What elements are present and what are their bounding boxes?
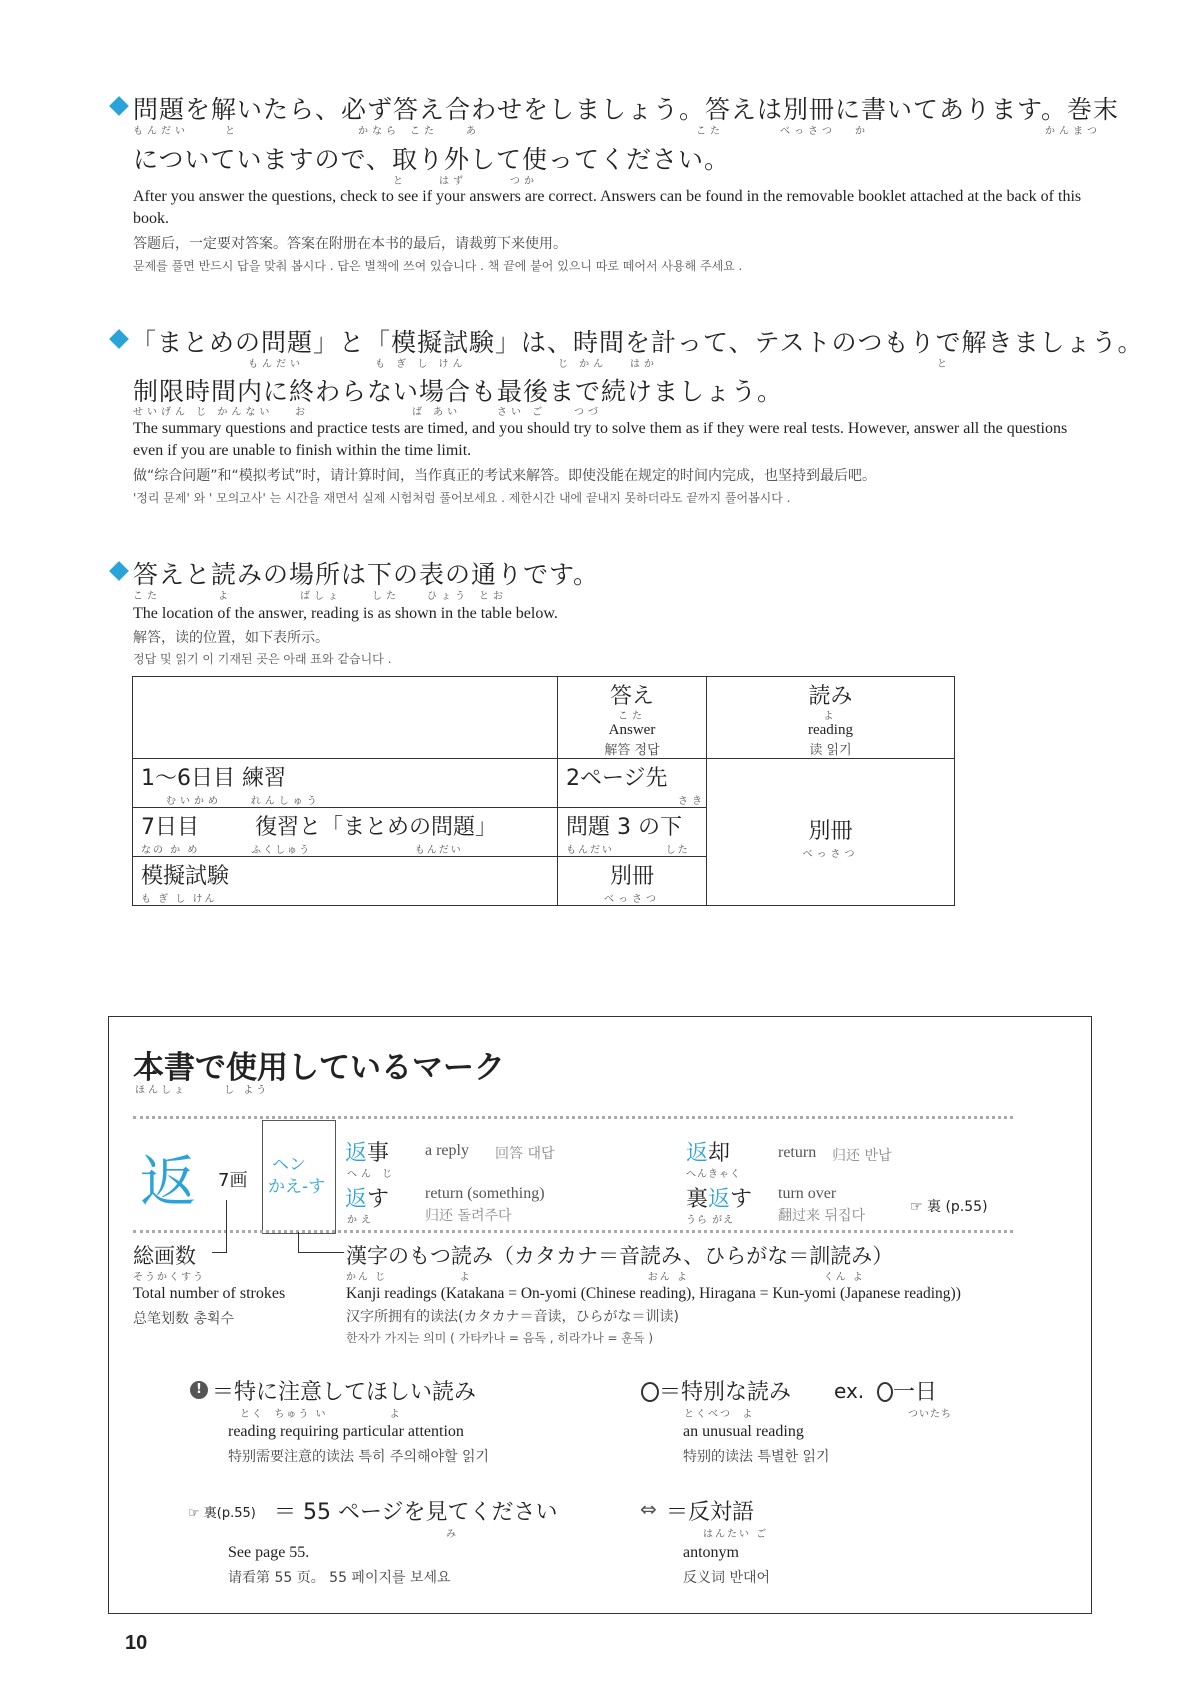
section3-chinese: 解答，读的位置，如下表所示。 (133, 630, 329, 646)
furigana: はか (630, 359, 658, 370)
attention-translation: 特别需要注意的读法 특히 주의해야할 읽기 (228, 1449, 490, 1465)
antonym-furigana: はんたい ご (703, 1529, 769, 1540)
marks-title: 本書で使用しているマーク (133, 1050, 505, 1086)
table-header-answer: 答え こた Answer 解答 정답 (558, 677, 707, 759)
location-table (132, 676, 955, 906)
furigana: さい ご (497, 407, 547, 418)
radical-katakana: ヘン (272, 1155, 306, 1175)
readings-label: 漢字のもつ読み（カタカナ＝音読み、ひらがな＝訓読み） (346, 1244, 894, 1268)
antonym-arrow-icon: ⇔ (640, 1497, 657, 1521)
attention-label: ＝特に注意してほしい読み (212, 1380, 477, 1405)
strokes-label-furigana: そうかくすう (133, 1272, 205, 1283)
section3-line1: 答えと読みの場所は下の表の通りです。 (133, 560, 600, 589)
example-kanji: 返 (708, 1187, 731, 1212)
furigana: と (393, 176, 407, 187)
example-rest: 事 (367, 1141, 390, 1166)
row-answer: 問題 3 の下 (566, 815, 682, 840)
furigana: こた (696, 126, 724, 137)
example-english: return (778, 1144, 817, 1161)
special-reading-icon (877, 1382, 893, 1402)
section1-line2: についていますので、取り外して使ってください。 (133, 145, 731, 174)
antonym-english: antonym (683, 1544, 739, 1561)
dotted-divider (133, 1116, 1013, 1119)
example-english: return (something) (425, 1185, 545, 1202)
antonym-translation: 反义词 반대어 (683, 1570, 771, 1586)
page-ref-translation: 请看第 55 页。 55 페이지를 보세요 (228, 1570, 451, 1586)
special-label: ＝特別な読み (659, 1380, 792, 1405)
furigana: もんだい (248, 359, 304, 370)
example-rest: す (730, 1187, 753, 1212)
furigana: も ぎ し けん (375, 359, 467, 370)
attention-icon: ! (190, 1381, 208, 1399)
example-rest: 却 (708, 1141, 731, 1166)
section2-chinese: 做“综合问题”和“模拟考试”时，请计算时间，当作真正的考试来解答。即使没能在规定的时间内完成，也坚持到最后吧。 (133, 468, 877, 484)
furigana: せいげん じ かんない (133, 407, 274, 418)
strokes-label: 総画数 (133, 1244, 196, 1268)
example-translation: 归还 반납 (832, 1148, 892, 1164)
section1-line1: 問題を解いたら、必ず答え合わせをしましょう。答えは別冊に書いてあります。巻末 (133, 95, 1120, 124)
section2-english: The summary questions and practice tests are timed, and you should try to solve them as if they were real tests. However, answer all the questions even if you are unable to finish within the time limit. (133, 420, 1068, 459)
page-ref-label: ＝ 55 ページを見てください (274, 1500, 558, 1525)
example-english: turn over (778, 1185, 837, 1202)
row-answer-furigana: べっさつ (604, 894, 660, 905)
row-answer-furigana: もんだい した (566, 845, 690, 856)
page-ref-mark: ☞ 裏(p.55) (188, 1506, 256, 1521)
example-furigana: うら がえ (686, 1215, 735, 1226)
furigana: べっさつ (780, 126, 836, 137)
furigana: と (225, 126, 239, 137)
furigana: ばしょ (300, 591, 342, 602)
example-furigana: へん じ (347, 1169, 397, 1180)
furigana: した (372, 591, 400, 602)
example-rest: す (367, 1187, 390, 1212)
section3-korean: 정답 및 읽기 이 기재된 곳은 아래 표와 같습니다 . (133, 652, 392, 666)
furigana: よ (218, 591, 232, 602)
furigana: あ (466, 126, 480, 137)
section2-line2: 制限時間内に終わらない場合も最後まで続けましょう。 (133, 377, 784, 406)
row-furigana: なの か め ふくしゅう もんだい (141, 845, 463, 856)
dotted-divider (133, 1230, 1013, 1233)
table-row (133, 759, 955, 808)
page-ref-english: See page 55. (228, 1544, 310, 1561)
example-translation: 翻过来 뒤집다 (778, 1208, 866, 1224)
row-answer: 別冊 (609, 864, 654, 889)
row-furigana: むいかめ れんしゅう (166, 796, 321, 807)
section2-line1: 「まとめの問題」と「模擬試験」は、時間を計って、テストのつもりで解きましょう。 (131, 328, 1144, 357)
section1-chinese: 答题后，一定要对答案。答案在附册在本书的最后，请裁剪下来使用。 (133, 236, 567, 252)
row-furigana: も ぎ し けん (141, 894, 217, 905)
furigana: かんまつ (1045, 126, 1101, 137)
readings-korean: 한자가 가지는 의미 ( 가타카나 = 음독 , 히라가나 = 훈독 ) (346, 1331, 654, 1345)
radical-hiragana: かえ-す (268, 1177, 326, 1197)
bullet-diamond-icon (109, 96, 129, 116)
furigana: お (295, 407, 309, 418)
special-ex-word: 一日 (893, 1380, 938, 1405)
example-kanji: 返 (345, 1187, 368, 1212)
page-number: 10 (125, 1632, 148, 1654)
example-translation: 归还 돌려주다 (425, 1208, 512, 1224)
antonym-label: ＝反対語 (666, 1500, 755, 1525)
section1-english: After you answer the questions, check to see if your answers are correct. Answers can be found in the removable booklet attached at the back of this book. (133, 188, 1082, 227)
section2-furigana2 (0, 403, 1200, 417)
row-label: 1～6日目 練習 (141, 766, 286, 791)
table-reading-merged: 別冊 べっさつ (707, 759, 955, 906)
strokes-translation: 总笔划数 총획수 (133, 1311, 235, 1327)
special-ex-furigana: ついたち (908, 1409, 952, 1420)
strokes-pointer-line (212, 1200, 227, 1253)
example-word (345, 1136, 389, 1167)
page-ref-furigana: み (446, 1529, 460, 1540)
table-empty-header (133, 677, 558, 759)
row-answer-furigana: さき (678, 796, 706, 807)
furigana: と (937, 359, 951, 370)
furigana: こた (133, 591, 161, 602)
furigana: ば あい (412, 407, 462, 418)
readings-pointer-line (298, 1232, 344, 1253)
furigana: もんだい (133, 126, 189, 137)
special-reading-icon (641, 1382, 659, 1402)
example-furigana: かえ (347, 1215, 375, 1226)
bullet-diamond-icon (109, 561, 129, 581)
table-header-reading: 読み よ reading 读 읽기 (707, 677, 955, 759)
furigana: か (855, 126, 869, 137)
section1-furigana2 (0, 172, 1200, 186)
section2-korean: '정리 문제' 와 ' 모의고사' 는 시간을 재면서 실제 시험처럼 풀어보세요 . 제한시간 내에 끝내지 못하더라도 끝까지 풀어봅시다 . (133, 491, 791, 505)
big-kanji: 返 (140, 1150, 196, 1215)
furigana: とお (479, 591, 507, 602)
furigana: かなら (358, 126, 400, 137)
row-label: 模擬試験 (141, 864, 230, 889)
example-rest: 裏 (686, 1187, 709, 1212)
marks-title-furigana: ほんしょ し よう (135, 1085, 270, 1096)
example-word (686, 1182, 752, 1213)
row-label: 7日目 復習と「まとめの問題」 (141, 815, 497, 840)
special-furigana: とくべつ よ (684, 1409, 755, 1420)
readings-chinese: 汉字所拥有的读法(カタカナ＝音读，ひらがな＝训读) (346, 1309, 679, 1325)
special-english: an unusual reading (683, 1423, 804, 1440)
special-translation: 特别的读法 특별한 읽기 (683, 1449, 830, 1465)
furigana: はず (439, 176, 467, 187)
strokes-english: Total number of strokes (133, 1285, 286, 1302)
section2-furigana1 (0, 355, 1200, 369)
furigana: じ かん (558, 359, 608, 370)
furigana: こた (410, 126, 438, 137)
example-kanji: 返 (686, 1141, 709, 1166)
stroke-count: 7画 (218, 1170, 248, 1191)
furigana: つか (510, 176, 538, 187)
example-translation: 回答 대답 (495, 1146, 555, 1162)
example-word (686, 1136, 730, 1167)
section1-korean: 문제를 풀면 반드시 답을 맞춰 봅시다 . 답은 별책에 쓰여 있습니다 . 책 끝에 붙어 있으니 따로 떼어서 사용해 주세요 . (133, 259, 743, 273)
special-ex-prefix: ex. (834, 1379, 865, 1403)
attention-english: reading requiring particular attention (228, 1423, 464, 1440)
example-kanji: 返 (345, 1141, 368, 1166)
example-word (345, 1182, 389, 1213)
row-answer: 2ページ先 (566, 766, 668, 791)
furigana: ひょう (427, 591, 469, 602)
bullet-diamond-icon (109, 329, 129, 349)
section3-furigana1 (0, 587, 1200, 601)
example-english: a reply (425, 1142, 469, 1159)
section1-furigana1 (0, 122, 1200, 136)
section3-english: The location of the answer, reading is as shown in the table below. (133, 605, 558, 622)
readings-furigana: かん じ よ おん よ くん よ (346, 1272, 865, 1283)
readings-english: Kanji readings (Katakana = On-yomi (Chinese reading), Hiragana = Kun-yomi (Japanese reading)) (346, 1285, 961, 1302)
example-furigana: へんきゃく (686, 1169, 741, 1180)
attention-furigana: とく ちゅう い よ (240, 1409, 402, 1420)
furigana: つづ (574, 407, 602, 418)
see-reference: ☞ 裏 (p.55) (910, 1199, 988, 1215)
